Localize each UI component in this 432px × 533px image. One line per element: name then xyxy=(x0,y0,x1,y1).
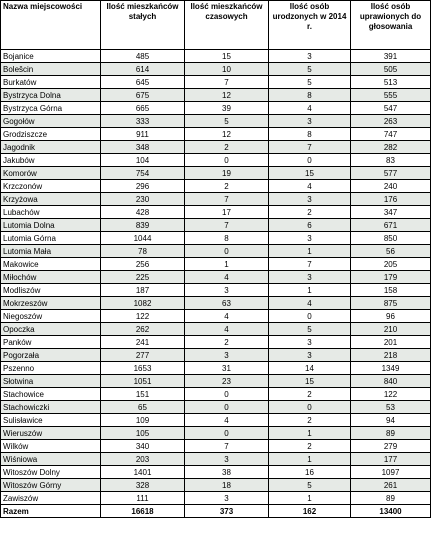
cell-voters: 347 xyxy=(351,206,431,219)
cell-temporary: 38 xyxy=(185,466,269,479)
cell-name: Bojanice xyxy=(1,50,101,63)
cell-births: 2 xyxy=(269,388,351,401)
cell-voters: 201 xyxy=(351,336,431,349)
header-permanent-residents: Ilość mieszkańców stałych xyxy=(101,1,185,50)
cell-name: Komorów xyxy=(1,167,101,180)
header-births-2014: Ilość osób urodzonych w 2014 r. xyxy=(269,1,351,50)
cell-permanent: 104 xyxy=(101,154,185,167)
cell-name: Stachowice xyxy=(1,388,101,401)
header-eligible-voters: Ilość osób uprawionych do głosowania xyxy=(351,1,431,50)
cell-births: 1 xyxy=(269,245,351,258)
cell-permanent: 203 xyxy=(101,453,185,466)
cell-name: Lubachów xyxy=(1,206,101,219)
cell-births: 1 xyxy=(269,427,351,440)
header-temporary-residents: Ilość mieszkańców czasowych xyxy=(185,1,269,50)
table-row xyxy=(1,232,431,245)
cell-temporary: 4 xyxy=(185,323,269,336)
table-row xyxy=(1,141,431,154)
cell-births: 0 xyxy=(269,401,351,414)
cell-name: Sulisławice xyxy=(1,414,101,427)
cell-temporary: 0 xyxy=(185,401,269,414)
table-row xyxy=(1,388,431,401)
cell-births: 7 xyxy=(269,258,351,271)
cell-permanent: 1044 xyxy=(101,232,185,245)
cell-permanent: 911 xyxy=(101,128,185,141)
cell-name: Gogołów xyxy=(1,115,101,128)
cell-temporary: 10 xyxy=(185,63,269,76)
cell-births: 1 xyxy=(269,453,351,466)
table-row xyxy=(1,206,431,219)
cell-name: Jagodnik xyxy=(1,141,101,154)
cell-name: Wieruszów xyxy=(1,427,101,440)
cell-births: 3 xyxy=(269,271,351,284)
cell-name: Wiśniowa xyxy=(1,453,101,466)
cell-name: Lutomia Dolna xyxy=(1,219,101,232)
cell-births: 15 xyxy=(269,375,351,388)
cell-temporary: 1 xyxy=(185,258,269,271)
cell-permanent: 109 xyxy=(101,414,185,427)
cell-permanent: 111 xyxy=(101,492,185,505)
cell-voters: 122 xyxy=(351,388,431,401)
cell-births: 14 xyxy=(269,362,351,375)
cell-voters: 747 xyxy=(351,128,431,141)
cell-permanent: 348 xyxy=(101,141,185,154)
cell-temporary: 0 xyxy=(185,388,269,401)
cell-permanent: 256 xyxy=(101,258,185,271)
table-row xyxy=(1,180,431,193)
table-row xyxy=(1,440,431,453)
cell-permanent: 428 xyxy=(101,206,185,219)
cell-temporary: 18 xyxy=(185,479,269,492)
table-row xyxy=(1,362,431,375)
table-row xyxy=(1,102,431,115)
cell-permanent: 230 xyxy=(101,193,185,206)
cell-name: Lutomia Górna xyxy=(1,232,101,245)
table-body xyxy=(1,50,431,518)
total-cell-voters: 13400 xyxy=(351,505,431,518)
cell-name: Panków xyxy=(1,336,101,349)
cell-births: 2 xyxy=(269,440,351,453)
table-row xyxy=(1,89,431,102)
cell-births: 0 xyxy=(269,310,351,323)
cell-permanent: 328 xyxy=(101,479,185,492)
table-row xyxy=(1,401,431,414)
table-row xyxy=(1,414,431,427)
cell-births: 4 xyxy=(269,180,351,193)
table-row xyxy=(1,167,431,180)
total-cell-births: 162 xyxy=(269,505,351,518)
table-row xyxy=(1,258,431,271)
cell-name: Mokrzeszów xyxy=(1,297,101,310)
cell-voters: 875 xyxy=(351,297,431,310)
cell-voters: 513 xyxy=(351,76,431,89)
cell-temporary: 8 xyxy=(185,232,269,245)
cell-permanent: 151 xyxy=(101,388,185,401)
cell-permanent: 65 xyxy=(101,401,185,414)
cell-voters: 218 xyxy=(351,349,431,362)
cell-temporary: 23 xyxy=(185,375,269,388)
cell-temporary: 0 xyxy=(185,154,269,167)
cell-temporary: 7 xyxy=(185,193,269,206)
table-row xyxy=(1,375,431,388)
cell-voters: 391 xyxy=(351,50,431,63)
cell-births: 3 xyxy=(269,50,351,63)
cell-name: Makowice xyxy=(1,258,101,271)
cell-name: Burkatów xyxy=(1,76,101,89)
cell-voters: 179 xyxy=(351,271,431,284)
cell-permanent: 78 xyxy=(101,245,185,258)
cell-name: Krzyżowa xyxy=(1,193,101,206)
cell-voters: 263 xyxy=(351,115,431,128)
cell-births: 2 xyxy=(269,206,351,219)
cell-permanent: 1082 xyxy=(101,297,185,310)
cell-voters: 94 xyxy=(351,414,431,427)
cell-voters: 177 xyxy=(351,453,431,466)
cell-voters: 176 xyxy=(351,193,431,206)
cell-temporary: 0 xyxy=(185,245,269,258)
cell-temporary: 2 xyxy=(185,141,269,154)
cell-births: 3 xyxy=(269,336,351,349)
cell-name: Pszenno xyxy=(1,362,101,375)
cell-name: Niegoszów xyxy=(1,310,101,323)
cell-voters: 261 xyxy=(351,479,431,492)
cell-births: 3 xyxy=(269,232,351,245)
table-row xyxy=(1,76,431,89)
cell-births: 3 xyxy=(269,193,351,206)
cell-permanent: 1653 xyxy=(101,362,185,375)
cell-voters: 158 xyxy=(351,284,431,297)
cell-temporary: 17 xyxy=(185,206,269,219)
cell-births: 5 xyxy=(269,76,351,89)
cell-permanent: 277 xyxy=(101,349,185,362)
cell-births: 5 xyxy=(269,479,351,492)
cell-temporary: 5 xyxy=(185,115,269,128)
table-row xyxy=(1,310,431,323)
cell-voters: 555 xyxy=(351,89,431,102)
cell-temporary: 3 xyxy=(185,284,269,297)
cell-permanent: 1051 xyxy=(101,375,185,388)
total-cell-name: Razem xyxy=(1,505,101,518)
cell-temporary: 2 xyxy=(185,180,269,193)
cell-name: Witoszów Dolny xyxy=(1,466,101,479)
cell-voters: 577 xyxy=(351,167,431,180)
cell-permanent: 333 xyxy=(101,115,185,128)
total-cell-temporary: 373 xyxy=(185,505,269,518)
cell-voters: 56 xyxy=(351,245,431,258)
cell-temporary: 63 xyxy=(185,297,269,310)
cell-temporary: 4 xyxy=(185,271,269,284)
cell-permanent: 675 xyxy=(101,89,185,102)
cell-name: Słotwina xyxy=(1,375,101,388)
cell-permanent: 187 xyxy=(101,284,185,297)
table-row xyxy=(1,427,431,440)
cell-births: 2 xyxy=(269,414,351,427)
table-row xyxy=(1,128,431,141)
cell-voters: 240 xyxy=(351,180,431,193)
cell-voters: 205 xyxy=(351,258,431,271)
cell-name: Opoczka xyxy=(1,323,101,336)
cell-name: Pogorzała xyxy=(1,349,101,362)
table-row xyxy=(1,154,431,167)
cell-births: 4 xyxy=(269,102,351,115)
cell-voters: 89 xyxy=(351,427,431,440)
cell-voters: 840 xyxy=(351,375,431,388)
cell-permanent: 645 xyxy=(101,76,185,89)
cell-voters: 53 xyxy=(351,401,431,414)
cell-name: Modliszów xyxy=(1,284,101,297)
cell-voters: 210 xyxy=(351,323,431,336)
cell-temporary: 3 xyxy=(185,453,269,466)
cell-permanent: 105 xyxy=(101,427,185,440)
cell-permanent: 754 xyxy=(101,167,185,180)
table-row xyxy=(1,492,431,505)
cell-temporary: 0 xyxy=(185,427,269,440)
cell-temporary: 19 xyxy=(185,167,269,180)
cell-births: 1 xyxy=(269,492,351,505)
cell-temporary: 31 xyxy=(185,362,269,375)
table-row xyxy=(1,349,431,362)
total-cell-permanent: 16618 xyxy=(101,505,185,518)
table-row xyxy=(1,336,431,349)
cell-name: Bystrzyca Górna xyxy=(1,102,101,115)
cell-voters: 505 xyxy=(351,63,431,76)
cell-name: Witoszów Górny xyxy=(1,479,101,492)
cell-births: 3 xyxy=(269,349,351,362)
table-row xyxy=(1,50,431,63)
table-row xyxy=(1,323,431,336)
cell-temporary: 3 xyxy=(185,492,269,505)
cell-voters: 96 xyxy=(351,310,431,323)
cell-name: Jakubów xyxy=(1,154,101,167)
cell-births: 16 xyxy=(269,466,351,479)
cell-births: 15 xyxy=(269,167,351,180)
cell-births: 3 xyxy=(269,115,351,128)
cell-voters: 279 xyxy=(351,440,431,453)
cell-births: 1 xyxy=(269,284,351,297)
cell-temporary: 7 xyxy=(185,76,269,89)
cell-births: 5 xyxy=(269,323,351,336)
cell-name: Bystrzyca Dolna xyxy=(1,89,101,102)
cell-permanent: 262 xyxy=(101,323,185,336)
cell-voters: 83 xyxy=(351,154,431,167)
table-row xyxy=(1,115,431,128)
cell-temporary: 39 xyxy=(185,102,269,115)
cell-permanent: 839 xyxy=(101,219,185,232)
cell-permanent: 296 xyxy=(101,180,185,193)
cell-permanent: 665 xyxy=(101,102,185,115)
cell-births: 4 xyxy=(269,297,351,310)
cell-temporary: 7 xyxy=(185,219,269,232)
table-row xyxy=(1,297,431,310)
cell-voters: 1349 xyxy=(351,362,431,375)
cell-temporary: 7 xyxy=(185,440,269,453)
cell-permanent: 241 xyxy=(101,336,185,349)
cell-permanent: 340 xyxy=(101,440,185,453)
cell-name: Krzczonów xyxy=(1,180,101,193)
table-row xyxy=(1,219,431,232)
table-row xyxy=(1,63,431,76)
cell-name: Grodziszcze xyxy=(1,128,101,141)
cell-temporary: 4 xyxy=(185,310,269,323)
table-row xyxy=(1,193,431,206)
cell-name: Wilków xyxy=(1,440,101,453)
cell-temporary: 2 xyxy=(185,336,269,349)
cell-name: Bolešcin xyxy=(1,63,101,76)
cell-voters: 850 xyxy=(351,232,431,245)
cell-births: 8 xyxy=(269,128,351,141)
header-locality: Nazwa miejscowości xyxy=(1,1,101,50)
table-total-row xyxy=(1,505,431,518)
cell-temporary: 3 xyxy=(185,349,269,362)
cell-name: Zawiszów xyxy=(1,492,101,505)
cell-name: Lutomia Mała xyxy=(1,245,101,258)
cell-voters: 89 xyxy=(351,492,431,505)
cell-births: 5 xyxy=(269,63,351,76)
cell-births: 0 xyxy=(269,154,351,167)
cell-temporary: 15 xyxy=(185,50,269,63)
cell-births: 8 xyxy=(269,89,351,102)
table-row xyxy=(1,453,431,466)
cell-permanent: 225 xyxy=(101,271,185,284)
table-row xyxy=(1,284,431,297)
cell-voters: 1097 xyxy=(351,466,431,479)
cell-voters: 282 xyxy=(351,141,431,154)
cell-temporary: 4 xyxy=(185,414,269,427)
cell-name: Stachowiczki xyxy=(1,401,101,414)
cell-voters: 547 xyxy=(351,102,431,115)
cell-temporary: 12 xyxy=(185,128,269,141)
cell-temporary: 12 xyxy=(185,89,269,102)
cell-permanent: 614 xyxy=(101,63,185,76)
cell-births: 7 xyxy=(269,141,351,154)
cell-voters: 671 xyxy=(351,219,431,232)
cell-permanent: 1401 xyxy=(101,466,185,479)
table-row xyxy=(1,245,431,258)
table-row xyxy=(1,479,431,492)
cell-births: 6 xyxy=(269,219,351,232)
cell-permanent: 485 xyxy=(101,50,185,63)
cell-name: Miłochów xyxy=(1,271,101,284)
table-row xyxy=(1,466,431,479)
table-row xyxy=(1,271,431,284)
table-header-row xyxy=(1,1,431,50)
cell-permanent: 122 xyxy=(101,310,185,323)
